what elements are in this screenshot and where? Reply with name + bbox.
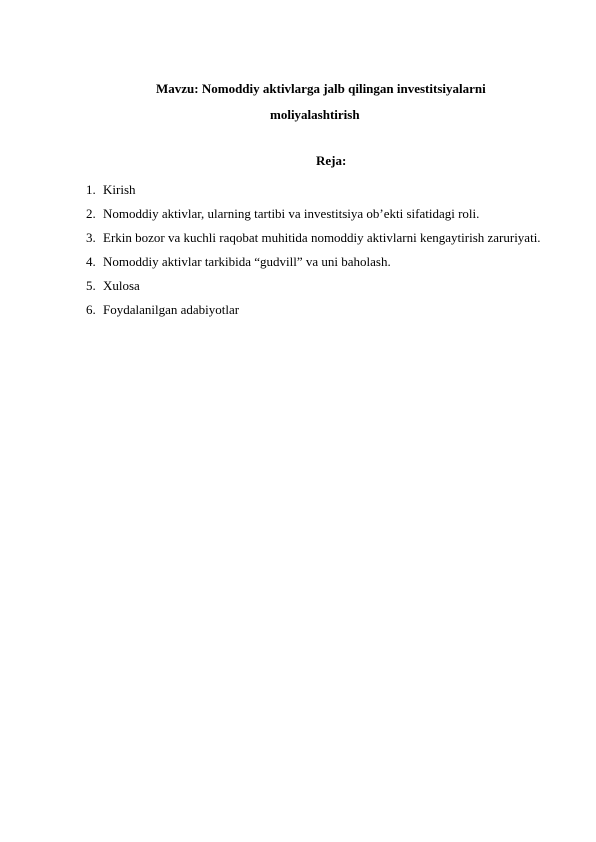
document-title-line-2: moliyalashtirish: [270, 107, 360, 122]
plan-item-5: [86, 274, 552, 298]
plan-item-4: [86, 250, 552, 274]
plan-item-text: Xulosa: [103, 278, 140, 293]
plan-item-number: 1.: [86, 182, 96, 197]
plan-item-2: [86, 202, 552, 226]
plan-heading: Reja:: [316, 153, 347, 168]
plan-item-1: [86, 178, 552, 202]
plan-item-text: Erkin bozor va kuchli raqobat muhitida nomoddiy aktivlarni kengaytirish zaruriyati.: [103, 230, 541, 245]
plan-item-text: Foydalanilgan adabiyotlar: [103, 302, 240, 317]
plan-item-text: Kirish: [103, 182, 136, 197]
plan-item-number: 5.: [86, 278, 96, 293]
plan-item-number: 4.: [86, 254, 96, 269]
plan-item-text: Nomoddiy aktivlar, ularning tartibi va investitsiya ob’ekti sifatidagi roli.: [103, 206, 480, 221]
plan-item-number: 6.: [86, 302, 96, 317]
plan-item-6: [86, 298, 552, 322]
plan-list: [86, 178, 552, 322]
plan-item-number: 2.: [86, 206, 96, 221]
plan-item-3: [86, 226, 552, 250]
document-title-line-1: Mavzu: Nomoddiy aktivlarga jalb qilingan investitsiyalarni: [156, 81, 486, 96]
plan-item-text: Nomoddiy aktivlar tarkibida “gudvill” va uni baholash.: [103, 254, 391, 269]
plan-item-number: 3.: [86, 230, 96, 245]
